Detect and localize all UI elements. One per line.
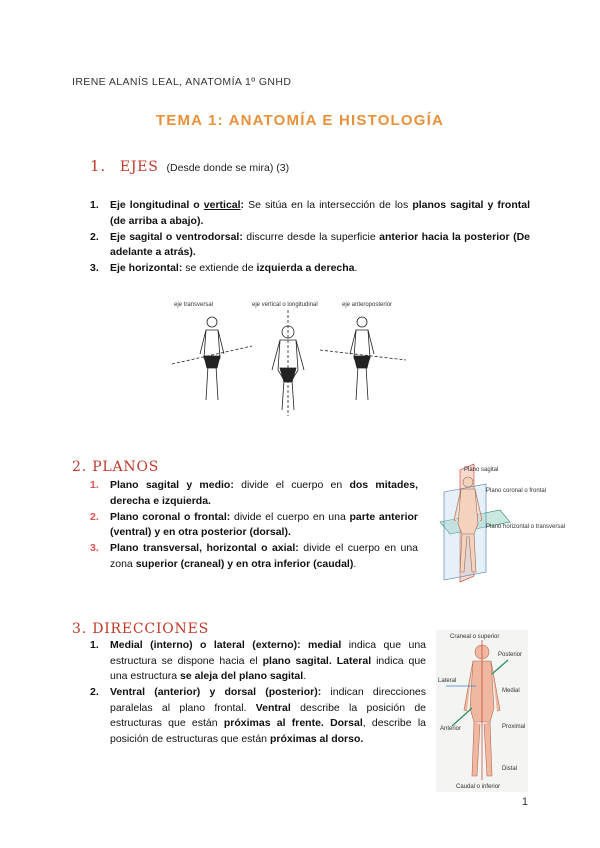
svg-text:Proximal: Proximal [502, 724, 526, 730]
svg-text:Anterior: Anterior [440, 726, 462, 732]
page-number: 1 [521, 796, 528, 808]
text-run: próximas al dorso. [269, 732, 364, 745]
svg-text:eje vertical o longitudinal: eje vertical o longitudinal [252, 302, 318, 308]
svg-text:eje transversal: eje transversal [174, 302, 214, 308]
directions-figure [436, 630, 528, 792]
text-run: se aleja del plano sagital [180, 670, 304, 682]
page-title: TEMA 1: ANATOMÍA E HISTOLOGÍA [155, 112, 445, 129]
list-item: 2. Ventral (anterior) y dorsal (posterior): indican direcciones paralelas al plano frontal. Ventral describe la posición de estructuras que están próximas al frente. Dorsal, describe la posición de estructuras que están próximas al dorso. [90, 686, 427, 745]
svg-text:Lateral: Lateral [438, 678, 457, 684]
list-item: 1. Medial (interno) o lateral (externo): medial indica que una estructura se dispone hacia el plano sagital. Lateral indica que una estructura se aleja del plano sagital. [90, 639, 427, 682]
text-run: indica que una estructura [110, 654, 427, 682]
svg-text:eje anteroposterior: eje anteroposterior [342, 302, 393, 308]
document-header: IRENE ALANÍS LEAL, ANATOMÍA 1º GNHD [72, 76, 292, 88]
list-item: 3. Plano transversal, horizontal o axial: divide el cuerpo en una zona superior (craneal) y en otra inferior (caudal). [90, 542, 419, 570]
text-run: , describe la posición de estructuras que están [110, 717, 426, 745]
svg-text:Medial: Medial [502, 688, 520, 694]
planes-figure [430, 462, 566, 590]
text-run: Ventral (anterior) y dorsal (posterior): [110, 686, 322, 698]
text-run: Ventral [255, 701, 291, 714]
section-direcciones-heading: 3. DIRECCIONES [72, 621, 210, 637]
text-run: indica que una estructura se dispone hacia el [110, 639, 426, 667]
svg-text:Plano sagital: Plano sagital [464, 467, 499, 473]
planos-list [90, 478, 418, 573]
svg-text:Craneal o superior: Craneal o superior [450, 634, 500, 640]
text-run: indican direcciones paralelas al plano frontal. [110, 686, 427, 714]
list-item: 1. Eje longitudinal o vertical: Se sitúa en la intersección de los planos sagital y frontal (de arriba a abajo). [90, 199, 531, 227]
list-item: 2. Plano coronal o frontal: divide el cuerpo en una parte anterior (ventral) y en otra posterior (dorsal). [90, 510, 419, 538]
axes-figure [170, 296, 410, 418]
text-run: plano sagital. Lateral [262, 654, 372, 667]
list-item: 3. Eje horizontal: se extiende de izquierda a derecha. [90, 262, 358, 274]
svg-text:Distal: Distal [502, 766, 518, 772]
list-item: 2. Eje sagital o ventrodorsal: discurre desde la superficie anterior hacia la posterior (De adelante a atrás). [90, 230, 531, 258]
ejes-list [90, 198, 530, 277]
direcciones-list [90, 638, 426, 748]
svg-text:Plano coronal o frontal: Plano coronal o frontal [486, 488, 547, 494]
text-run: describe la posición de estructuras que están [110, 701, 427, 729]
svg-text:Plano horizontal o transversal: Plano horizontal o transversal [486, 524, 566, 530]
list-item: 1. Plano sagital y medio: divide el cuerpo en dos mitades, derecha e izquierda. [90, 479, 418, 507]
text-run: Medial (interno) o lateral (externo): medial [110, 639, 342, 651]
section-planos-heading: 2. PLANOS [72, 459, 160, 475]
text-run: próximas al frente. Dorsal [223, 717, 363, 729]
svg-text:Caudal o inferior: Caudal o inferior [456, 784, 501, 790]
section-ejes-heading: 1. EJES (Desde donde se mira) (3) [90, 157, 290, 175]
svg-text:Posterior: Posterior [498, 652, 523, 658]
text-run: . [303, 670, 307, 682]
